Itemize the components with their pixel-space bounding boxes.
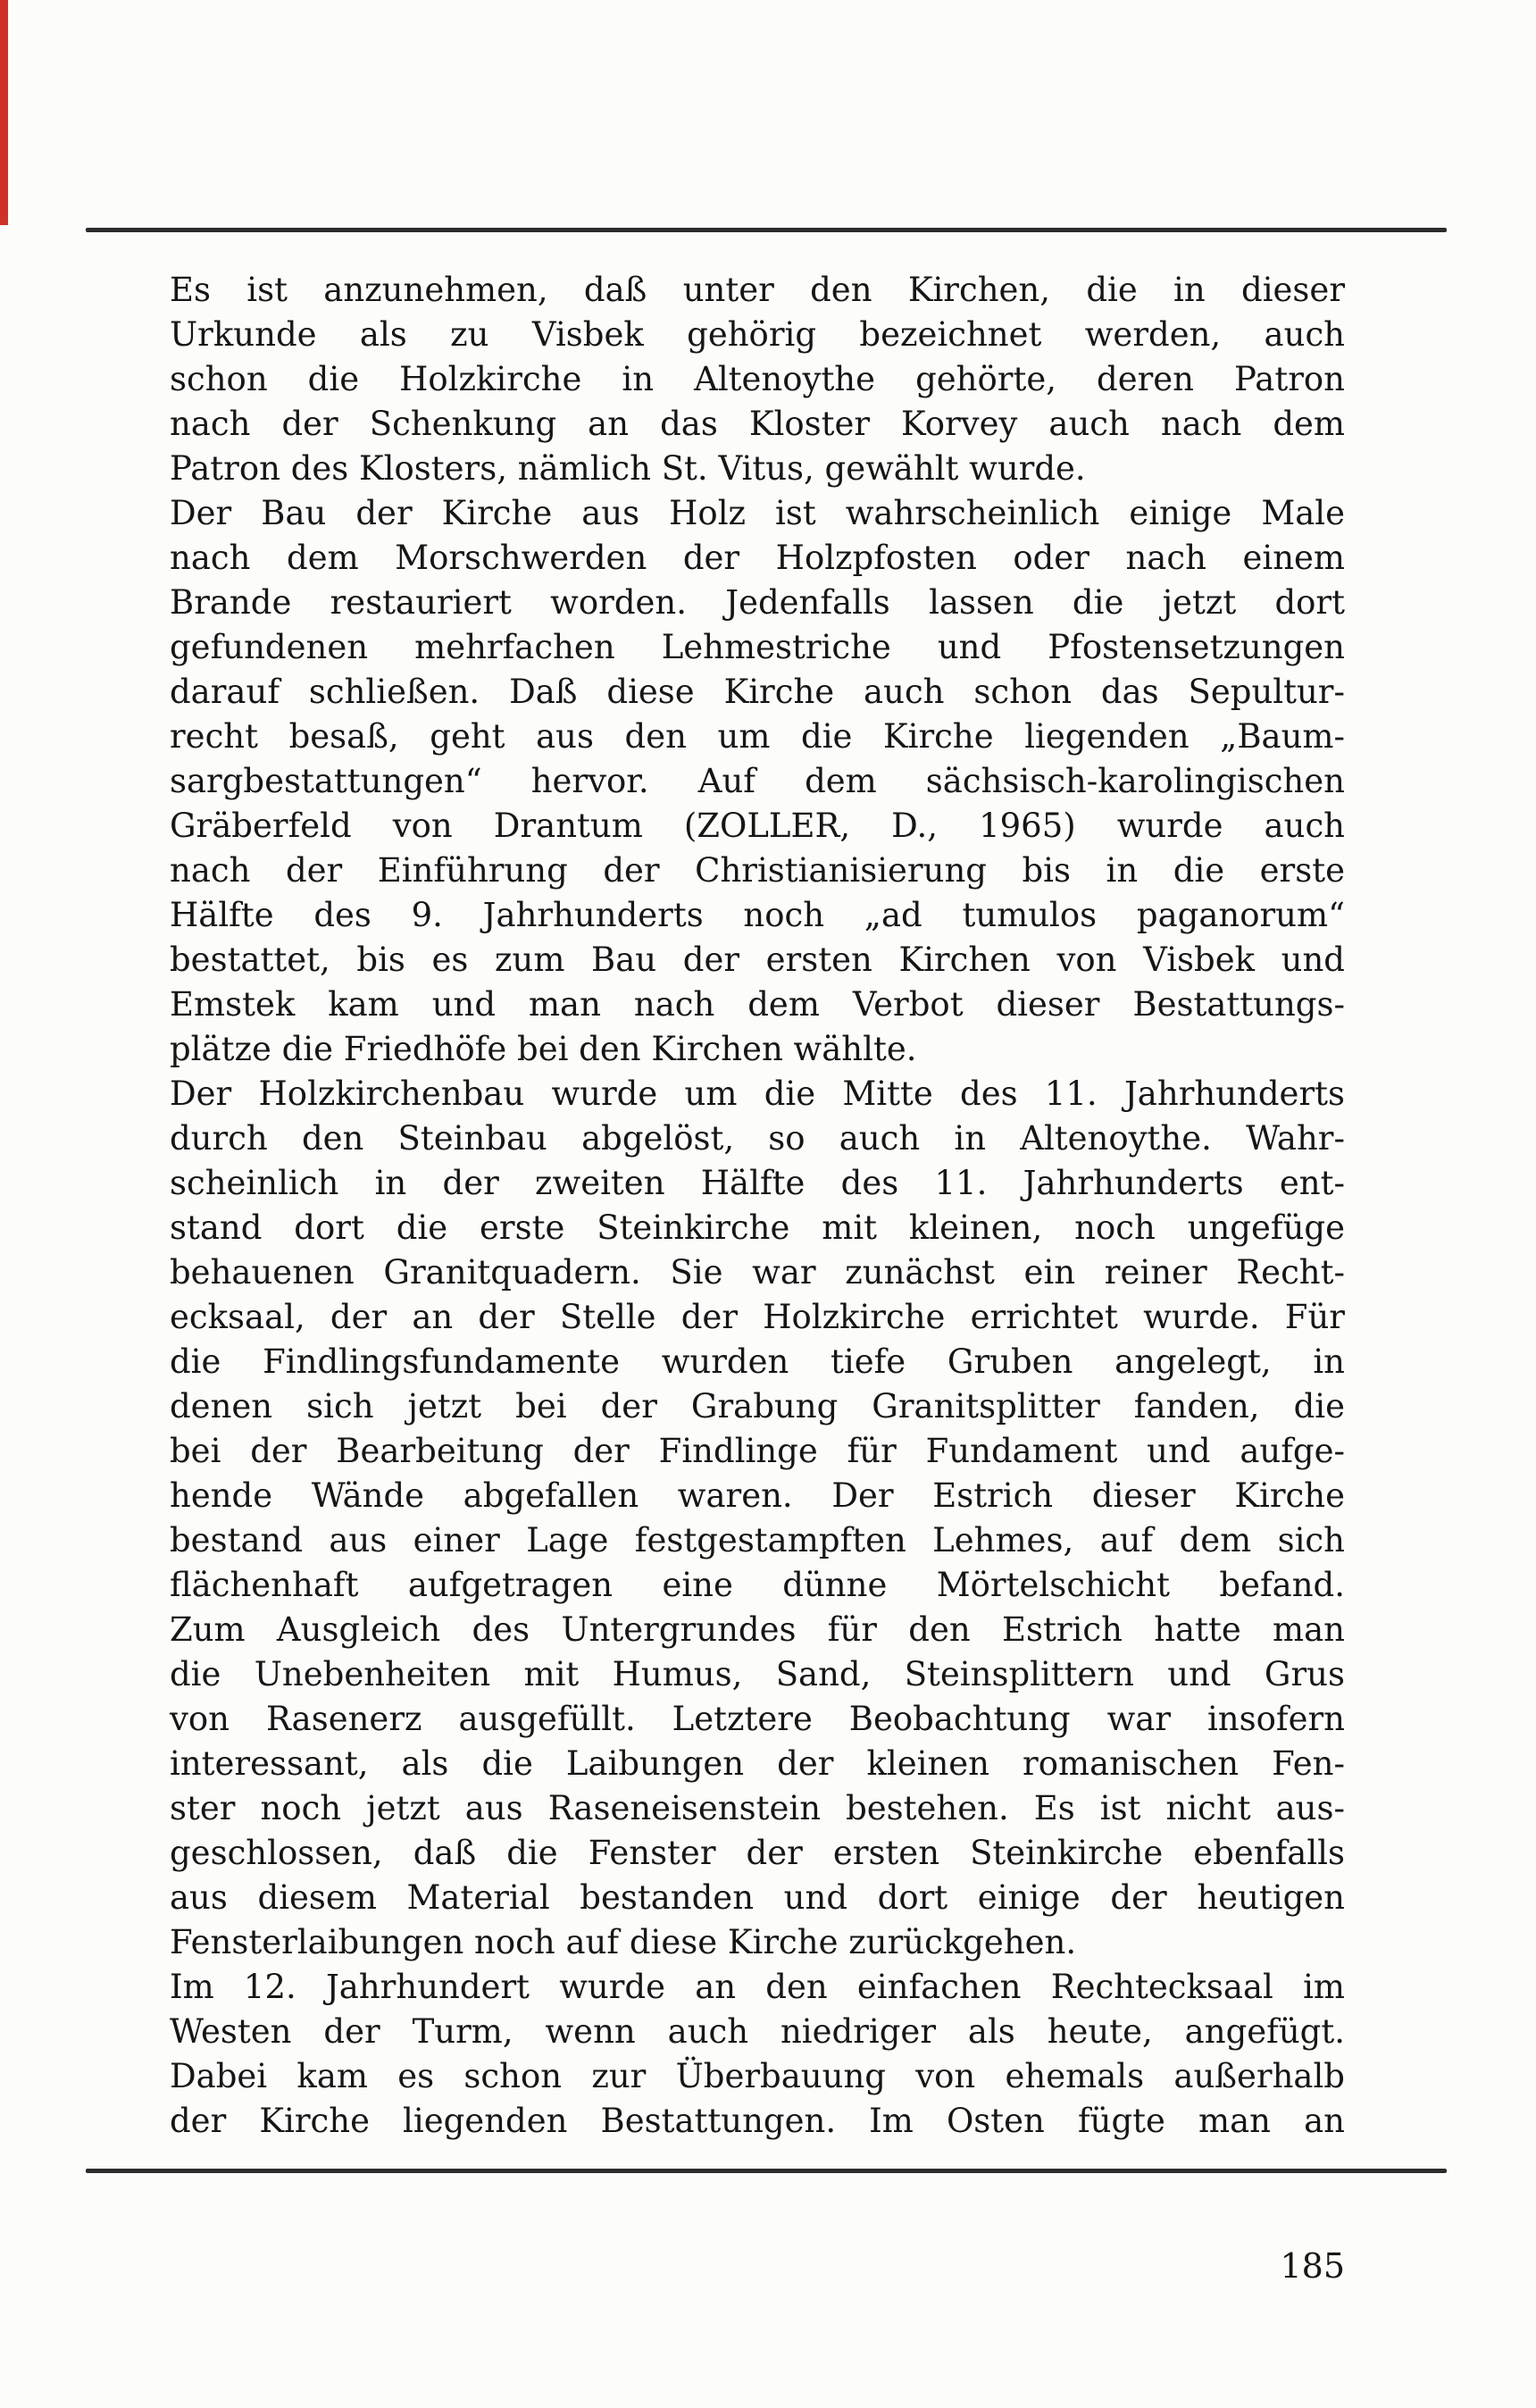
text-line: Im 12. Jahrhundert wurde an den einfachen Rechtecksaal im <box>170 1968 1345 2006</box>
text-line: nach der Schenkung an das Kloster Korvey auch nach dem <box>170 405 1345 443</box>
text-line: Urkunde als zu Visbek gehörig bezeichnet werden, auch <box>170 315 1345 354</box>
text-line: Es ist anzunehmen, daß unter den Kirchen, die in dieser <box>170 271 1345 309</box>
text-line: Fensterlaibungen noch auf diese Kirche zurückgehen. <box>170 1923 1077 1961</box>
body-text <box>170 268 1345 2144</box>
text-line: Dabei kam es schon zur Überbauung von ehemals außerhalb <box>170 2057 1345 2095</box>
text-line: stand dort die erste Steinkirche mit kleinen, noch ungefüge <box>170 1208 1345 1247</box>
text-line: bei der Bearbeitung der Findlinge für Fundament und aufge- <box>170 1432 1345 1470</box>
text-line: Patron des Klosters, nämlich St. Vitus, gewählt wurde. <box>170 449 1086 488</box>
text-line: Hälfte des 9. Jahrhunderts noch „ad tumulos paganorum“ <box>170 896 1345 934</box>
text-line: geschlossen, daß die Fenster der ersten Steinkirche ebenfalls <box>170 1834 1345 1872</box>
text-line: die Findlingsfundamente wurden tiefe Gruben angelegt, in <box>170 1342 1345 1381</box>
text-line: schon die Holzkirche in Altenoythe gehörte, deren Patron <box>170 360 1345 398</box>
text-line: flächenhaft aufgetragen eine dünne Mörtelschicht befand. <box>170 1566 1345 1604</box>
bottom-rule <box>86 2169 1447 2173</box>
text-line: durch den Steinbau abgelöst, so auch in Altenoythe. Wahr- <box>170 1119 1345 1158</box>
text-line: bestattet, bis es zum Bau der ersten Kirchen von Visbek und <box>170 941 1345 979</box>
text-line: aus diesem Material bestanden und dort einige der heutigen <box>170 1878 1345 1917</box>
page-number: 185 <box>1280 2246 1345 2286</box>
text-line: denen sich jetzt bei der Grabung Granitsplitter fanden, die <box>170 1387 1345 1426</box>
text-line: Brande restauriert worden. Jedenfalls lassen die jetzt dort <box>170 583 1345 622</box>
text-line: ster noch jetzt aus Raseneisenstein bestehen. Es ist nicht aus- <box>170 1789 1345 1827</box>
text-line: recht besaß, geht aus den um die Kirche liegenden „Baum- <box>170 717 1345 756</box>
text-line: Westen der Turm, wenn auch niedriger als heute, angefügt. <box>170 2012 1345 2051</box>
scan-edge-artifact <box>0 0 8 225</box>
text-line: bestand aus einer Lage festgestampften Lehmes, auf dem sich <box>170 1521 1345 1559</box>
text-line: nach dem Morschwerden der Holzpfosten oder nach einem <box>170 539 1345 577</box>
text-line: der Kirche liegenden Bestattungen. Im Osten fügte man an <box>170 2102 1345 2140</box>
text-line: interessant, als die Laibungen der kleinen romanischen Fen- <box>170 1744 1345 1783</box>
text-line: die Unebenheiten mit Humus, Sand, Steinsplittern und Grus <box>170 1655 1345 1693</box>
text-line: sargbestattungen“ hervor. Auf dem sächsisch-karolingischen <box>170 762 1345 800</box>
top-rule <box>86 228 1447 232</box>
text-line: ecksaal, der an der Stelle der Holzkirche errichtet wurde. Für <box>170 1298 1345 1336</box>
text-line: Emstek kam und man nach dem Verbot dieser Bestattungs- <box>170 985 1345 1024</box>
text-line: von Rasenerz ausgefüllt. Letztere Beobachtung war insofern <box>170 1700 1345 1738</box>
text-line: darauf schließen. Daß diese Kirche auch schon das Sepultur- <box>170 673 1345 711</box>
text-line: nach der Einführung der Christianisierung bis in die erste <box>170 851 1345 890</box>
text-line: Der Holzkirchenbau wurde um die Mitte des 11. Jahrhunderts <box>170 1074 1345 1113</box>
text-line: hende Wände abgefallen waren. Der Estrich dieser Kirche <box>170 1476 1345 1515</box>
text-line: behauenen Granitquadern. Sie war zunächst ein reiner Recht- <box>170 1253 1345 1292</box>
text-line: Der Bau der Kirche aus Holz ist wahrscheinlich einige Male <box>170 494 1345 532</box>
text-line: gefundenen mehrfachen Lehmestriche und Pfostensetzungen <box>170 628 1345 666</box>
text-line: Zum Ausgleich des Untergrundes für den Estrich hatte man <box>170 1610 1345 1649</box>
text-line: scheinlich in der zweiten Hälfte des 11. Jahrhunderts ent- <box>170 1164 1345 1202</box>
text-line: plätze die Friedhöfe bei den Kirchen wählte. <box>170 1030 917 1068</box>
text-line: Gräberfeld von Drantum (ZOLLER, D., 1965) wurde auch <box>170 807 1345 845</box>
